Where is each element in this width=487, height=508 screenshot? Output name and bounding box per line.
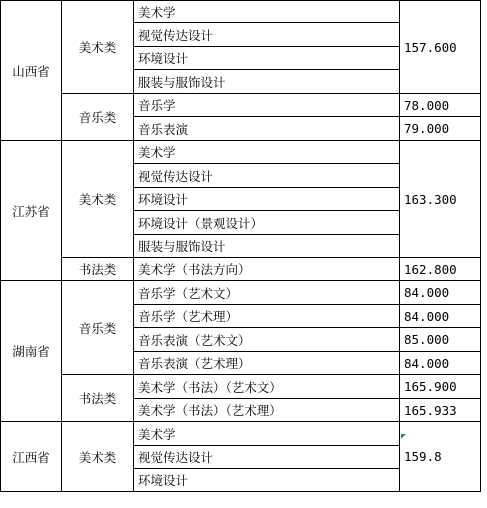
province-cell: 湖南省 (0, 281, 62, 422)
major-cell: 美术学（书法方向） (134, 258, 400, 281)
cell-comment-marker (401, 434, 406, 439)
category-cell: 音乐类 (62, 281, 134, 375)
category-cell: 美术类 (62, 422, 134, 492)
major-cell: 音乐表演（艺术理） (134, 352, 400, 375)
right-edge (481, 0, 487, 508)
major-cell: 环境设计 (134, 47, 400, 70)
score-cell: 79.000 (400, 117, 481, 141)
major-cell: 美术学 (134, 422, 400, 446)
merged-score-cell: 157.600 (400, 0, 481, 94)
province-cell: 江苏省 (0, 141, 62, 281)
category-cell: 美术类 (62, 0, 134, 94)
major-cell: 音乐表演（艺术文） (134, 328, 400, 352)
major-cell: 音乐学 (134, 94, 400, 117)
major-cell: 美术学（书法）（艺术理） (134, 399, 400, 422)
province-cell: 山西省 (0, 0, 62, 141)
major-cell: 视觉传达设计 (134, 446, 400, 469)
major-cell: 环境设计 (134, 469, 400, 492)
score-cell: 84.000 (400, 281, 481, 305)
major-cell: 音乐学（艺术理） (134, 305, 400, 328)
major-cell: 服装与服饰设计 (134, 235, 400, 258)
score-cell: 165.933 (400, 399, 481, 422)
merged-score-cell: 159.8 (400, 422, 481, 492)
province-cell: 江西省 (0, 422, 62, 492)
score-cell: 162.800 (400, 258, 481, 281)
score-cell: 78.000 (400, 94, 481, 117)
major-cell: 音乐表演 (134, 117, 400, 141)
major-cell: 视觉传达设计 (134, 23, 400, 47)
category-cell: 书法类 (62, 375, 134, 422)
major-cell: 服装与服饰设计 (134, 70, 400, 94)
score-cell: 85.000 (400, 328, 481, 352)
major-cell: 环境设计 (134, 188, 400, 211)
category-cell: 音乐类 (62, 94, 134, 141)
score-cell: 84.000 (400, 305, 481, 328)
category-cell: 书法类 (62, 258, 134, 281)
major-cell: 视觉传达设计 (134, 164, 400, 188)
major-cell: 美术学 (134, 141, 400, 164)
major-cell: 美术学（书法）（艺术文） (134, 375, 400, 399)
major-cell: 美术学 (134, 0, 400, 23)
major-cell: 环境设计（景观设计） (134, 211, 400, 235)
score-cell: 165.900 (400, 375, 481, 399)
score-cell: 84.000 (400, 352, 481, 375)
category-cell: 美术类 (62, 141, 134, 258)
merged-score-cell: 163.300 (400, 141, 481, 258)
major-cell: 音乐学（艺术文） (134, 281, 400, 305)
